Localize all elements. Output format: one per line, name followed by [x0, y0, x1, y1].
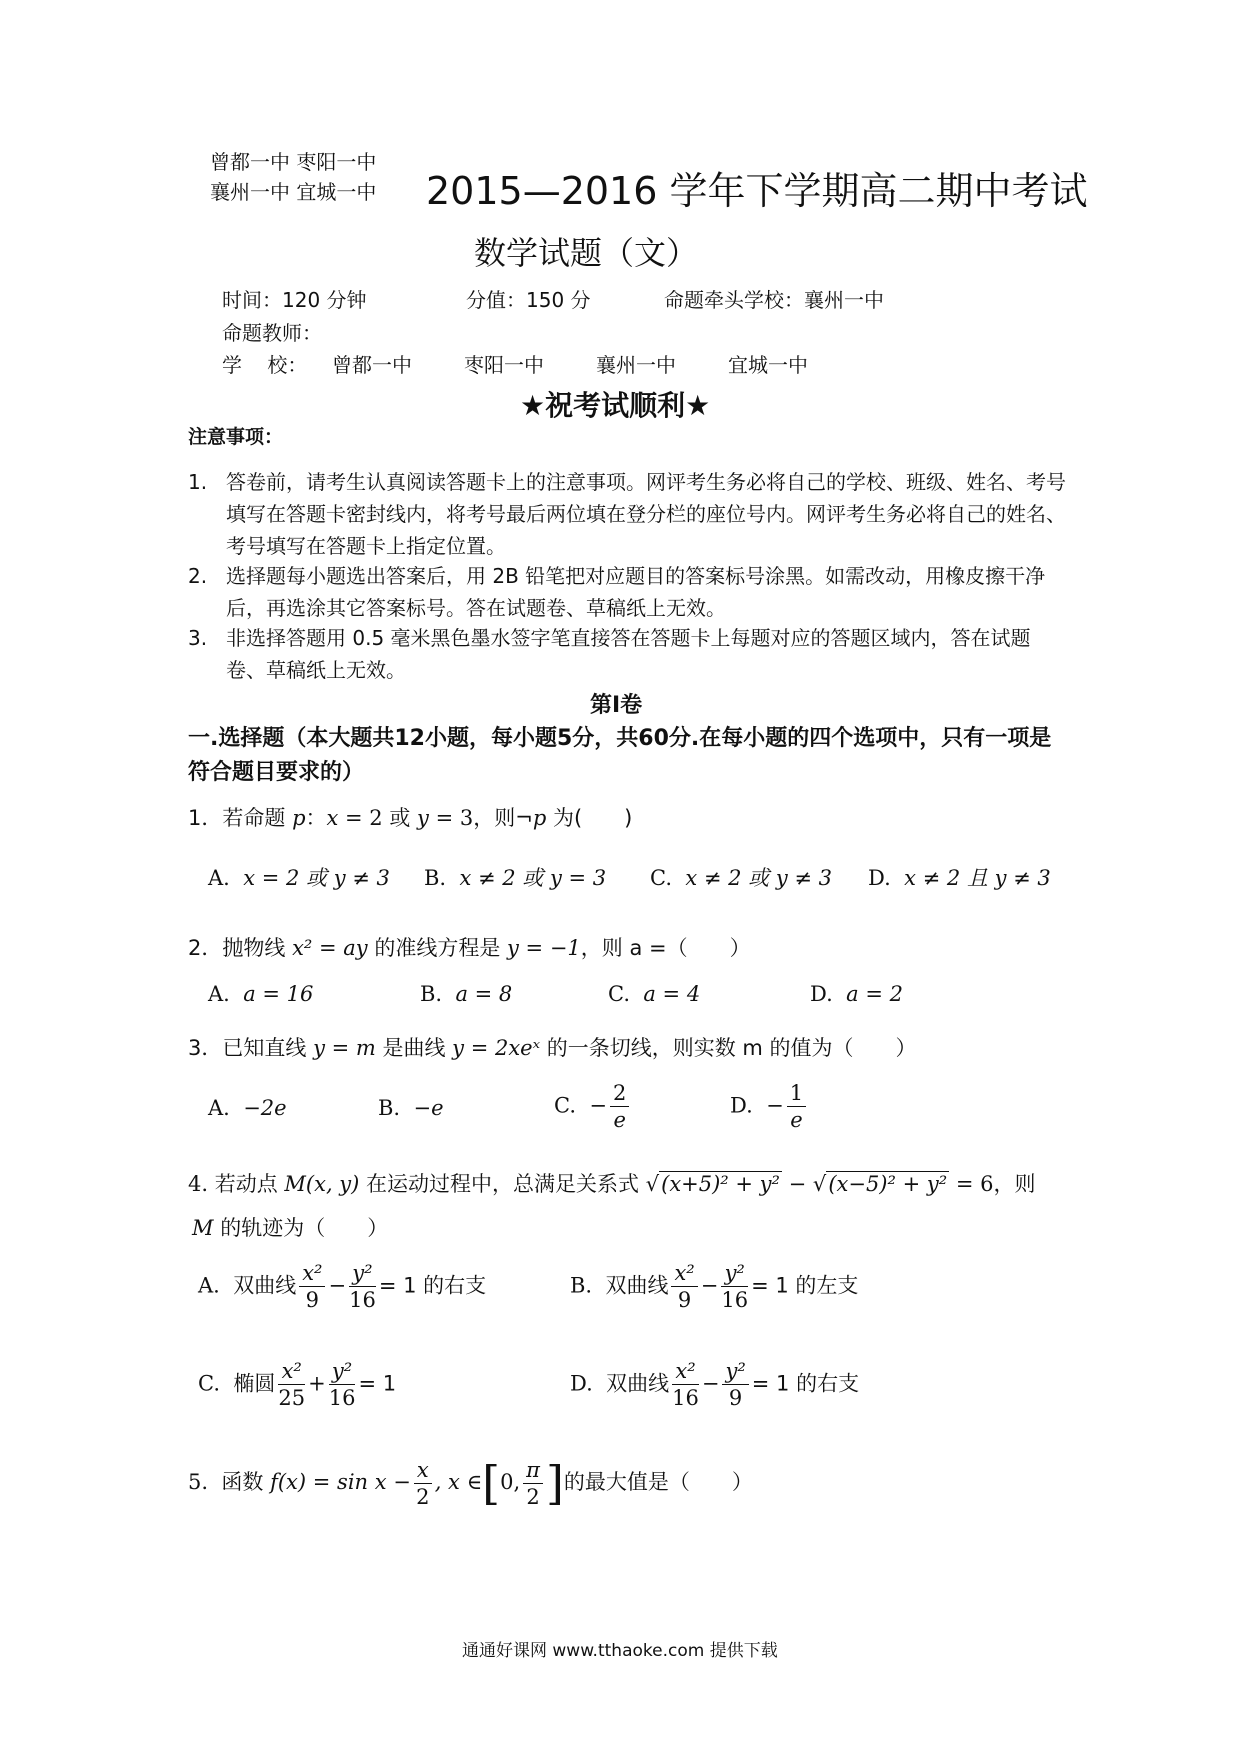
q1-np: ¬p: [515, 806, 547, 830]
numerator: x²: [299, 1260, 325, 1287]
fraction: [610, 1080, 629, 1133]
q4-option-b: [570, 1260, 858, 1313]
info-school-1: 曾都一中: [332, 353, 412, 377]
q4-minus: −: [781, 1172, 813, 1196]
denominator: 9: [677, 1288, 692, 1312]
q1-eq2: = 3，则: [428, 806, 516, 830]
q3-pre: 已知直线: [222, 1036, 314, 1060]
q1-option-b: [424, 862, 606, 892]
q3-num: 3．: [188, 1036, 223, 1060]
option-suffix: = 1 的右支: [378, 1273, 487, 1298]
q1-post: 为( ): [546, 806, 633, 830]
numerator: 1: [787, 1080, 806, 1107]
numerator: 2: [610, 1080, 629, 1107]
info-schools-label: 学 校：: [222, 353, 308, 377]
notice-item-3: [188, 622, 1068, 686]
option-label: D.: [810, 982, 833, 1006]
q4-M: M: [192, 1216, 214, 1240]
operator: −: [328, 1273, 347, 1298]
denominator: 2: [416, 1484, 430, 1509]
header-schools-line1: 曾都一中 枣阳一中: [210, 150, 377, 174]
q2-option-d: [810, 982, 903, 1006]
option-label: B.: [570, 1273, 593, 1298]
blessing: ★祝考试顺利★: [520, 389, 711, 422]
q3-option-a: [208, 1096, 287, 1120]
denominator: 16: [672, 1386, 699, 1410]
option-label: A.: [198, 1273, 220, 1298]
option-text: −2e: [243, 1096, 287, 1120]
q4-radicand-2: (x−5)² + y²: [828, 1172, 948, 1196]
operator: +: [308, 1371, 326, 1396]
denominator: 9: [305, 1288, 320, 1312]
q2-eq2: y = −1: [507, 936, 581, 960]
fraction: [671, 1260, 697, 1313]
q4-pre: 若动点: [214, 1172, 285, 1196]
denominator: 16: [349, 1288, 376, 1312]
notice-item-text: 非选择答题用 0.5 毫米黑色墨水签字笔直接答在答题卡上每题对应的答题区域内，答在试题卷、草稿纸上无效。: [226, 626, 1031, 682]
fraction: [329, 1358, 356, 1411]
notice-heading: 注意事项：: [188, 426, 284, 448]
q3-eq2: y = 2xeˣ: [452, 1036, 541, 1060]
header-schools-line2: 襄州一中 宜城一中: [210, 180, 377, 204]
option-label: B.: [424, 866, 447, 890]
fraction: [787, 1080, 806, 1133]
q2-option-b: [420, 982, 512, 1006]
option-text: −e: [413, 1096, 444, 1120]
denominator: 25: [278, 1386, 306, 1410]
numerator: x²: [671, 1260, 697, 1287]
option-text: x ≠ 2 且 y ≠ 3: [904, 866, 1051, 890]
sqrt-icon: √: [812, 1172, 827, 1196]
notice-item-num: 1.: [188, 470, 208, 494]
option-label: A.: [208, 866, 230, 890]
q4-option-d: [570, 1358, 859, 1411]
q3-option-c: [554, 1080, 632, 1133]
notice-item-1: [188, 466, 1068, 562]
option-suffix: = 1 的左支: [751, 1273, 859, 1298]
numerator: y²: [349, 1260, 376, 1287]
info-score: 分值：150 分: [466, 288, 591, 312]
info-teachers: 命题教师：: [222, 321, 322, 345]
right-bracket: ]: [545, 1456, 564, 1510]
left-bracket: [: [482, 1456, 501, 1510]
operator: −: [700, 1273, 719, 1298]
q4-radicand-1: (x+5)² + y²: [661, 1172, 780, 1196]
q3-post: 的一条切线，则实数 m 的值为（ ）: [540, 1036, 917, 1060]
q5-function: f(x) = sin x −: [270, 1470, 411, 1494]
option-label: D.: [868, 866, 891, 890]
part-title: 第Ⅰ卷: [590, 693, 643, 718]
question-4-line2: [192, 1212, 388, 1242]
option-prefix: 双曲线: [606, 1371, 670, 1396]
q4-point: M(x, y): [284, 1172, 360, 1196]
option-text: a = 4: [643, 982, 701, 1006]
q1-eq1: = 2 或: [338, 806, 418, 830]
denominator: 2: [526, 1484, 540, 1509]
option-label: C.: [554, 1093, 576, 1118]
q4-num: 4.: [188, 1172, 209, 1196]
option-text: a = 8: [455, 982, 513, 1006]
q5-pre: 函数: [221, 1470, 271, 1494]
question-1: [188, 802, 632, 832]
option-prefix: 椭圆: [233, 1371, 276, 1396]
exam-title: 2015—2016 学年下学期高二期中考试: [426, 169, 1088, 213]
option-suffix: = 1: [358, 1371, 397, 1396]
option-label: D.: [730, 1093, 753, 1118]
denominator: 16: [328, 1386, 356, 1410]
sqrt-icon: √: [645, 1172, 660, 1196]
fraction: [721, 1260, 748, 1313]
minus-sign: −: [589, 1093, 607, 1118]
fraction: [278, 1358, 305, 1411]
numerator: y²: [329, 1358, 356, 1385]
notice-item-text: 选择题每小题选出答案后，用 2B 铅笔把对应题目的答案标号涂黑。如需改动，用橡皮擦干净后，再选涂其它答案标号。答在试题卷、草稿纸上无效。: [226, 564, 1046, 620]
q1-num: 1．: [188, 806, 223, 830]
fraction: [414, 1457, 432, 1510]
q2-num: 2．: [188, 936, 223, 960]
option-label: C.: [198, 1371, 220, 1396]
option-label: A.: [208, 1096, 230, 1120]
denominator: 16: [721, 1288, 749, 1312]
option-text: x ≠ 2 或 y ≠ 3: [685, 866, 833, 890]
notice-item-num: 2.: [188, 564, 208, 588]
option-label: D.: [570, 1371, 593, 1396]
q2-option-a: [208, 982, 313, 1006]
q3-option-d: [730, 1080, 809, 1133]
q3-mid: 是曲线: [375, 1036, 453, 1060]
q5-lower: 0,: [500, 1470, 521, 1494]
q2-post: ，则 a =（ ）: [580, 936, 751, 960]
notice-item-num: 3.: [188, 626, 208, 650]
operator: −: [701, 1371, 720, 1396]
denominator: e: [790, 1108, 803, 1132]
q1-colon: ：: [305, 806, 327, 830]
q3-eq1: y = m: [313, 1036, 376, 1060]
notice-item-2: [188, 560, 1068, 624]
q2-option-c: [608, 982, 700, 1006]
q1-pre: 若命题: [222, 806, 293, 830]
numerator: x²: [278, 1358, 305, 1385]
numerator: y²: [721, 1260, 748, 1287]
question-3: [188, 1032, 917, 1062]
denominator: 9: [728, 1386, 743, 1410]
fraction: [299, 1260, 325, 1313]
q1-x: x: [326, 806, 339, 830]
q1-option-a: [208, 862, 390, 892]
numerator: x: [414, 1457, 432, 1484]
option-prefix: 双曲线: [605, 1273, 669, 1298]
info-lead-school: 命题牵头学校：襄州一中: [664, 288, 884, 312]
option-text: a = 16: [243, 982, 314, 1006]
q5-post: 的最大值是（ ）: [563, 1470, 753, 1494]
option-text: x = 2 或 y ≠ 3: [243, 866, 390, 890]
q5-domain: , x ∈: [434, 1470, 483, 1494]
q2-eq: x² = ay: [292, 936, 368, 960]
fraction: [672, 1358, 699, 1411]
option-label: C.: [608, 982, 630, 1006]
info-school-2: 枣阳一中: [464, 353, 544, 377]
option-text: x ≠ 2 或 y = 3: [459, 866, 607, 890]
option-label: A.: [208, 982, 230, 1006]
q4-option-a: [198, 1260, 486, 1313]
q2-mid: 的准线方程是: [367, 936, 508, 960]
q1-y: y: [417, 806, 429, 830]
option-label: B.: [420, 982, 443, 1006]
minus-sign: −: [766, 1093, 784, 1118]
footer-credit: 通通好课网 www.tthaoke.com 提供下载: [462, 1641, 778, 1661]
notice-item-text: 答卷前，请考生认真阅读答题卡上的注意事项。网评考生务必将自己的学校、班级、姓名、考号填写在答题卡密封线内，将考号最后两位填在登分栏的座位号内。网评考生务必将自己的姓名、考号填写在答题卡上指定位置。: [226, 470, 1066, 558]
fraction: [523, 1457, 543, 1510]
q4-line2: 的轨迹为（ ）: [213, 1216, 389, 1240]
q1-option-c: [650, 862, 832, 892]
q4-eq: = 6，则: [949, 1172, 1036, 1196]
numerator: x²: [672, 1358, 699, 1385]
info-school-4: 宜城一中: [728, 353, 808, 377]
info-time: 时间：120 分钟: [222, 288, 367, 312]
question-2: [188, 932, 751, 962]
q3-option-b: [378, 1096, 444, 1120]
q1-option-d: [868, 862, 1051, 892]
exam-subtitle: 数学试题（文）: [474, 234, 699, 272]
denominator: e: [613, 1108, 626, 1132]
section-title: 一.选择题（本大题共12小题，每小题5分，共60分.在每小题的四个选项中，只有一项是符合题目要求的）: [188, 726, 1052, 785]
numerator: y²: [722, 1358, 748, 1385]
option-label: B.: [378, 1096, 401, 1120]
option-suffix: = 1 的右支: [751, 1371, 860, 1396]
option-text: a = 2: [846, 982, 903, 1006]
question-4: [188, 1168, 1035, 1198]
fraction: [349, 1260, 376, 1313]
q1-p: p: [292, 806, 306, 830]
numerator: π: [523, 1457, 543, 1484]
option-prefix: 双曲线: [233, 1273, 297, 1298]
option-label: C.: [650, 866, 672, 890]
fraction: [722, 1358, 748, 1411]
question-5: [188, 1456, 753, 1510]
info-school-3: 襄州一中: [596, 353, 676, 377]
q4-mid: 在运动过程中，总满足关系式: [359, 1172, 646, 1196]
q5-num: 5.: [188, 1470, 209, 1494]
q4-option-c: [198, 1358, 396, 1411]
q2-pre: 抛物线: [222, 936, 293, 960]
